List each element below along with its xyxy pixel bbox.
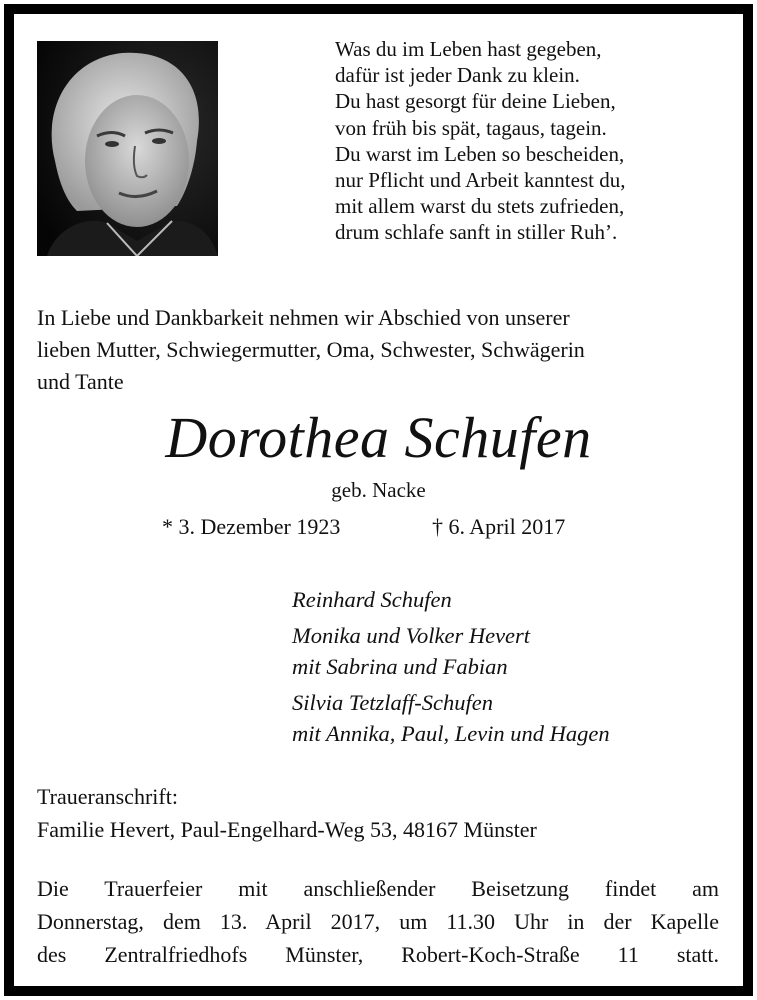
maiden-name: geb. Nacke [331, 478, 426, 502]
poem-line: mit allem warst du stets zufrieden, [335, 194, 625, 219]
address-label: Traueranschrift: [37, 784, 178, 809]
survivor-group [292, 620, 610, 682]
survivor-group [292, 584, 610, 615]
intro-line: lieben Mutter, Schwiegermutter, Oma, Schwester, Schwägerin [37, 337, 585, 362]
poem-line: drum schlafe sanft in stiller Ruh’. [335, 220, 618, 245]
poem-line: Was du im Leben hast gegeben, [335, 37, 602, 61]
poem-line: nur Pflicht und Arbeit kanntest du, [335, 167, 626, 192]
survivors-list [292, 584, 610, 754]
portrait-photo [37, 41, 218, 256]
survivor-line: Silvia Tetzlaff-Schufen [292, 690, 494, 715]
poem-line: dafür ist jeder Dank zu klein. [335, 63, 580, 88]
notice-line: des Zentralfriedhofs Münster, Robert-Koch-Straße 11 statt. [37, 942, 719, 967]
poem-line: Du hast gesorgt für deine Lieben, [335, 89, 616, 114]
survivor-group [292, 687, 610, 749]
survivor-line: Monika und Volker Hevert [292, 623, 531, 648]
survivor-line: mit Sabrina und Fabian [292, 654, 508, 679]
poem-line: von früh bis spät, tagaus, tagein. [335, 115, 607, 140]
portrait-photo-icon [37, 41, 218, 256]
survivor-line: mit Annika, Paul, Levin und Hagen [292, 721, 610, 746]
deceased-name: Dorothea Schufen [165, 405, 592, 470]
poem-line: Du warst im Leben so bescheiden, [335, 141, 625, 166]
address-value: Familie Hevert, Paul-Engelhard-Weg 53, 48167 Münster [37, 817, 537, 842]
poem [335, 36, 735, 246]
funeral-notice [37, 872, 719, 971]
intro-text [37, 302, 727, 398]
notice-line: Donnerstag, dem 13. April 2017, um 11.30 Uhr in der Kapelle [37, 909, 719, 934]
mourning-address [37, 780, 537, 846]
notice-line: Die Trauerfeier mit anschließender Beisetzung findet am [37, 876, 719, 901]
death-date: † 6. April 2017 [432, 514, 566, 539]
intro-line: In Liebe und Dankbarkeit nehmen wir Abschied von unserer [37, 305, 570, 330]
birth-date: * 3. Dezember 1923 [162, 514, 341, 539]
survivor-line: Reinhard Schufen [292, 587, 452, 612]
intro-line: und Tante [37, 369, 124, 394]
